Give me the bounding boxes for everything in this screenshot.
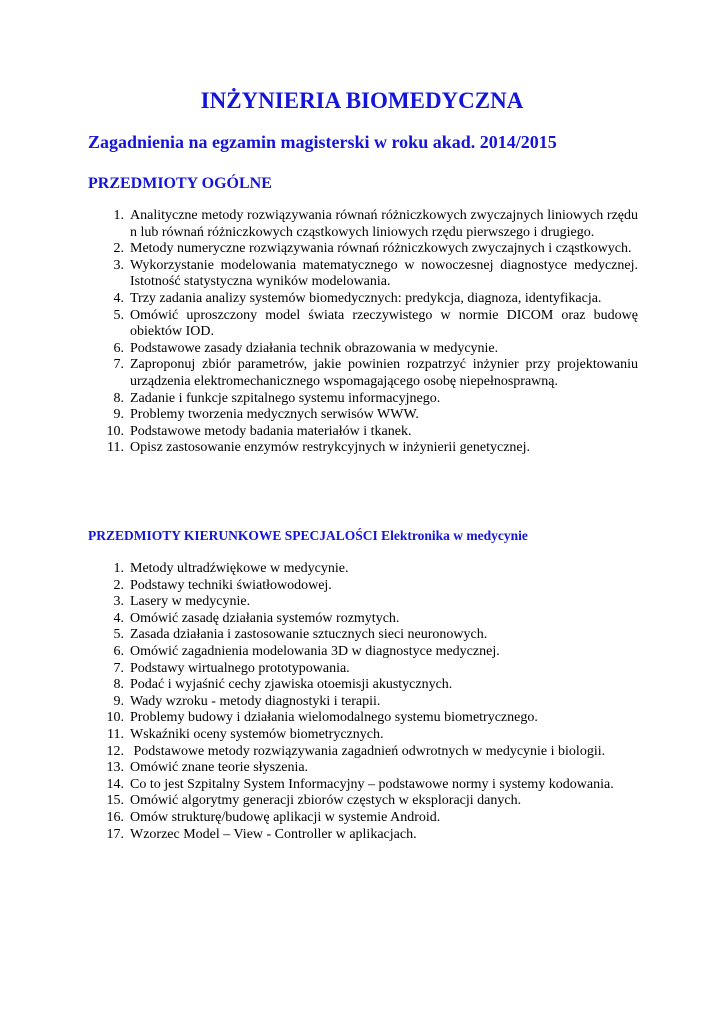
list-item: [0, 594, 638, 611]
item-text: Problemy tworzenia medycznych serwisów WWW.: [130, 407, 419, 423]
item-number: 7.: [113, 357, 124, 373]
item-number: 14.: [106, 776, 124, 792]
item-number: 6.: [113, 643, 124, 659]
list-item: [0, 241, 638, 258]
item-number: 9.: [113, 407, 124, 423]
item-number: 8.: [113, 390, 124, 406]
item-number: 11.: [107, 440, 124, 456]
item-text: Podstawy techniki światłowodowej.: [130, 577, 332, 593]
item-number: 4.: [113, 290, 124, 306]
item-text: Zadanie i funkcje szpitalnego systemu informacyjnego.: [130, 390, 441, 406]
item-number: 9.: [113, 693, 124, 709]
list-item: [0, 208, 638, 241]
item-number: 3.: [113, 594, 124, 610]
item-text: Zaproponuj zbiór parametrów, jakie powinien rozpatrzyć inżynier przy projektowaniu urządzenia elektromechanicznego wspomagającego osobę niepełnosprawną.: [130, 357, 638, 389]
item-text: Podstawowe metody badania materiałów i tkanek.: [130, 423, 412, 439]
list-item: [0, 407, 638, 424]
item-number: 10.: [106, 710, 124, 726]
list-item: [0, 357, 638, 390]
list-item: [0, 644, 638, 661]
item-text: Wskaźniki oceny systemów biometrycznych.: [130, 726, 384, 742]
item-text: Omówić uproszczony model świata rzeczywistego w normie DICOM oraz budowę obiektów IOD.: [130, 307, 638, 340]
item-text: Podstawy wirtualnego prototypowania.: [130, 660, 350, 676]
list-item: [0, 561, 638, 578]
item-text: Podstawowe zasady działania technik obrazowania w medycynie.: [130, 340, 499, 356]
item-number: 10.: [106, 423, 124, 439]
item-text: Zasada działania i zastosowanie sztucznych sieci neuronowych.: [130, 627, 488, 643]
list-item: [0, 661, 638, 678]
list-item: [0, 258, 638, 291]
item-number: 11.: [107, 726, 124, 742]
general-topics-list: [0, 208, 638, 457]
list-item: [0, 611, 638, 628]
item-number: 4.: [113, 610, 124, 626]
item-text: Lasery w medycynie.: [130, 594, 251, 610]
item-text: Wady wzroku - metody diagnostyki i terapii.: [130, 693, 381, 709]
item-text: Opisz zastosowanie enzymów restrykcyjnych w inżynierii genetycznej.: [130, 440, 531, 456]
item-number: 8.: [113, 677, 124, 693]
item-text: Omówić algorytmy generacji zbiorów częstych w eksploracji danych.: [130, 793, 522, 809]
item-text: Podać i wyjaśnić cechy zjawiska otoemisji akustycznych.: [130, 677, 453, 693]
item-number: 6.: [113, 340, 124, 356]
item-text: Wykorzystanie modelowania matematycznego w nowoczesnej diagnostyce medycznej. Istotność statystyczna wyników modelowania.: [130, 257, 638, 290]
list-item: [0, 308, 638, 341]
document-title: INŻYNIERIA BIOMEDYCZNA: [200, 88, 524, 113]
list-item: [0, 710, 638, 727]
item-text: Omówić zasadę działania systemów rozmytych.: [130, 610, 400, 626]
item-text: Omówić zagadnienia modelowania 3D w diagnostyce medycznej.: [130, 643, 500, 659]
item-text: Metody numeryczne rozwiązywania równań różniczkowych zwyczajnych i cząstkowych.: [130, 241, 632, 257]
item-number: 13.: [106, 760, 124, 776]
list-item: [0, 424, 638, 441]
section-specialty-heading: PRZEDMIOTY KIERUNKOWE SPECJALOŚCI Elektronika w medycynie: [88, 528, 528, 543]
item-text: Omówić znane teorie słyszenia.: [130, 760, 309, 776]
item-text: Problemy budowy i działania wielomodalnego systemu biometrycznego.: [130, 710, 538, 726]
item-number: 16.: [106, 809, 124, 825]
item-number: 2.: [113, 241, 124, 257]
specialty-topics-list: [0, 561, 638, 843]
item-number: 1.: [113, 208, 124, 223]
list-item: [0, 291, 638, 308]
item-number: 5.: [113, 307, 124, 323]
item-text: Metody ultradźwiękowe w medycynie.: [130, 561, 349, 576]
item-text: Analityczne metody rozwiązywania równań różniczkowych zwyczajnych liniowych rzędu n lub równań różniczkowych cząstkowych liniowych rzędu pierwszego i drugiego.: [130, 208, 638, 240]
list-item: [0, 810, 638, 827]
list-item: [0, 440, 638, 457]
item-number: 2.: [113, 577, 124, 593]
item-number: 3.: [113, 257, 124, 273]
list-item: [0, 793, 638, 810]
list-item: [0, 694, 638, 711]
item-number: 17.: [106, 826, 124, 842]
list-item: [0, 827, 638, 844]
item-text: Omów strukturę/budowę aplikacji w systemie Android.: [130, 809, 441, 825]
list-item: [0, 677, 638, 694]
list-item: [0, 727, 638, 744]
list-item: [0, 777, 638, 794]
list-item: [0, 744, 638, 761]
list-item: [0, 760, 638, 777]
item-text: Podstawowe metody rozwiązywania zagadnień odwrotnych w medycynie i biologii.: [130, 743, 606, 759]
list-item: [0, 578, 638, 595]
item-number: 15.: [106, 793, 124, 809]
list-item: [0, 341, 638, 358]
item-number: 5.: [113, 627, 124, 643]
item-text: Wzorzec Model – View - Controller w aplikacjach.: [130, 826, 417, 842]
item-number: 12.: [106, 743, 124, 759]
list-item: [0, 627, 638, 644]
item-text: Trzy zadania analizy systemów biomedycznych: predykcja, diagnoza, identyfikacja.: [130, 290, 602, 306]
list-item: [0, 391, 638, 408]
document-subtitle: Zagadnienia na egzamin magisterski w roku akad. 2014/2015: [88, 132, 557, 152]
section-general-heading: PRZEDMIOTY OGÓLNE: [88, 175, 272, 192]
item-text: Co to jest Szpitalny System Informacyjny – podstawowe normy i systemy kodowania.: [130, 776, 614, 792]
item-number: 1.: [113, 561, 124, 576]
item-number: 7.: [113, 660, 124, 676]
